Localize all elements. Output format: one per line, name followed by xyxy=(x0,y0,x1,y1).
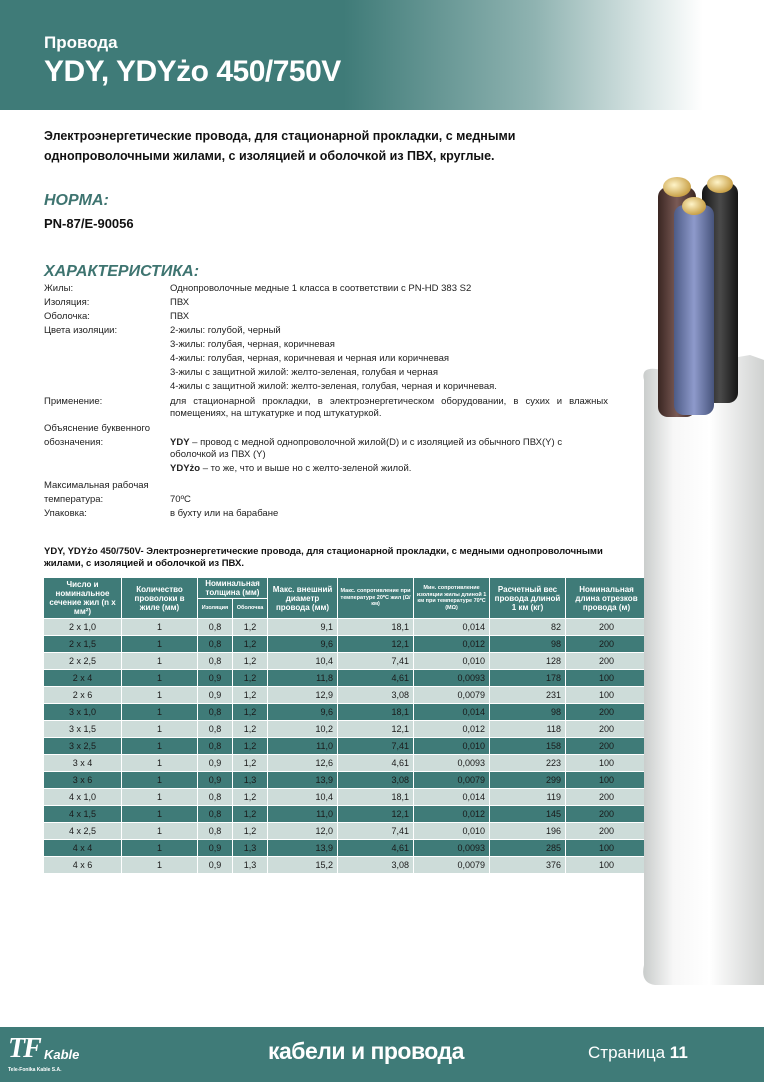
cell-sheath: 1,3 xyxy=(233,840,268,857)
cell-outer-diameter: 12,0 xyxy=(268,823,338,840)
table-row xyxy=(44,670,648,687)
cell-insulation: 0,9 xyxy=(198,840,233,857)
cell-cross-section: 2 x 1,0 xyxy=(44,619,122,636)
cell-insulation: 0,8 xyxy=(198,619,233,636)
cell-wires: 1 xyxy=(122,738,198,755)
cell-insulation: 0,9 xyxy=(198,687,233,704)
cell-insulation-resistance: 0,0093 xyxy=(414,670,490,687)
cell-length: 100 xyxy=(566,670,648,687)
cell-resistance: 12,1 xyxy=(338,806,414,823)
copper-conductor xyxy=(682,197,706,215)
cell-cross-section: 3 x 1,0 xyxy=(44,704,122,721)
cell-wires: 1 xyxy=(122,721,198,738)
cell-resistance: 7,41 xyxy=(338,823,414,840)
col-thickness: Номинальная толщина (мм) xyxy=(198,578,268,599)
page-number-value: 11 xyxy=(669,1043,688,1062)
cell-cross-section: 4 x 2,5 xyxy=(44,823,122,840)
copper-conductor xyxy=(707,175,733,193)
cell-outer-diameter: 10,2 xyxy=(268,721,338,738)
col-wires: Количество проволоки в жиле (мм) xyxy=(122,578,198,619)
cell-cross-section: 4 x 1,5 xyxy=(44,806,122,823)
cell-insulation-resistance: 0,0093 xyxy=(414,755,490,772)
cell-wires: 1 xyxy=(122,619,198,636)
cell-cross-section: 2 x 6 xyxy=(44,687,122,704)
cell-resistance: 7,41 xyxy=(338,653,414,670)
cell-outer-diameter: 10,4 xyxy=(268,653,338,670)
cell-insulation: 0,8 xyxy=(198,653,233,670)
cell-sheath: 1,2 xyxy=(233,823,268,840)
caption-prefix: YDY, YDYżo 450/750V- xyxy=(44,546,144,557)
cell-outer-diameter: 12,6 xyxy=(268,755,338,772)
table-row xyxy=(44,755,648,772)
cell-weight: 158 xyxy=(490,738,566,755)
cell-weight: 119 xyxy=(490,789,566,806)
cell-resistance: 3,08 xyxy=(338,687,414,704)
cell-outer-diameter: 12,9 xyxy=(268,687,338,704)
ydyzo-explanation xyxy=(170,463,608,475)
table-row xyxy=(44,738,648,755)
ydy-explanation xyxy=(170,437,608,461)
cell-resistance: 18,1 xyxy=(338,619,414,636)
cell-weight: 98 xyxy=(490,704,566,721)
page-footer xyxy=(0,1027,764,1082)
cell-insulation-resistance: 0,012 xyxy=(414,721,490,738)
cell-weight: 196 xyxy=(490,823,566,840)
cell-outer-diameter: 13,9 xyxy=(268,772,338,789)
cell-insulation: 0,9 xyxy=(198,857,233,874)
cell-outer-diameter: 9,1 xyxy=(268,619,338,636)
cell-weight: 376 xyxy=(490,857,566,874)
cell-insulation-resistance: 0,0079 xyxy=(414,772,490,789)
blue-core xyxy=(674,205,714,415)
color-option: 3-жилы с защитной жилой: желто-зеленая, голубая и черная xyxy=(170,367,438,378)
color-option: 2-жилы: голубой, черный xyxy=(170,325,281,336)
spec-label: Применение: xyxy=(44,396,103,407)
cell-cross-section: 3 x 1,5 xyxy=(44,721,122,738)
cell-sheath: 1,2 xyxy=(233,670,268,687)
table-row xyxy=(44,721,648,738)
cell-insulation-resistance: 0,010 xyxy=(414,738,490,755)
cell-wires: 1 xyxy=(122,636,198,653)
cell-length: 200 xyxy=(566,619,648,636)
cell-outer-diameter: 11,8 xyxy=(268,670,338,687)
cell-weight: 178 xyxy=(490,670,566,687)
cell-resistance: 12,1 xyxy=(338,721,414,738)
cell-weight: 145 xyxy=(490,806,566,823)
cell-sheath: 1,2 xyxy=(233,704,268,721)
cell-insulation-resistance: 0,014 xyxy=(414,704,490,721)
cell-insulation-resistance: 0,0093 xyxy=(414,840,490,857)
color-option: 4-жилы: голубая, черная, коричневая и черная или коричневая xyxy=(170,353,450,364)
cell-sheath: 1,2 xyxy=(233,687,268,704)
cell-wires: 1 xyxy=(122,670,198,687)
cell-sheath: 1,3 xyxy=(233,772,268,789)
cell-weight: 128 xyxy=(490,653,566,670)
table-row xyxy=(44,772,648,789)
logo-mark: TF xyxy=(8,1033,40,1064)
cell-weight: 299 xyxy=(490,772,566,789)
cell-length: 200 xyxy=(566,704,648,721)
cell-length: 200 xyxy=(566,806,648,823)
specs-table xyxy=(43,577,648,874)
cell-sheath: 1,2 xyxy=(233,636,268,653)
spec-label-line: Объяснение буквенного xyxy=(44,423,151,434)
cell-length: 100 xyxy=(566,755,648,772)
cable-illustration xyxy=(600,165,764,985)
col-length: Номинальная длина отрезков провода (м) xyxy=(566,578,648,619)
cell-resistance: 4,61 xyxy=(338,755,414,772)
cell-resistance: 3,08 xyxy=(338,857,414,874)
cell-cross-section: 3 x 2,5 xyxy=(44,738,122,755)
page-header xyxy=(0,0,764,110)
cell-weight: 285 xyxy=(490,840,566,857)
cell-sheath: 1,2 xyxy=(233,721,268,738)
cell-wires: 1 xyxy=(122,857,198,874)
cell-cross-section: 2 x 1,5 xyxy=(44,636,122,653)
cell-length: 200 xyxy=(566,823,648,840)
cell-resistance: 7,41 xyxy=(338,738,414,755)
colors-list xyxy=(170,325,608,393)
cell-resistance: 12,1 xyxy=(338,636,414,653)
cell-insulation: 0,8 xyxy=(198,806,233,823)
cell-cross-section: 3 x 4 xyxy=(44,755,122,772)
spec-value: в бухту или на барабане xyxy=(170,508,279,519)
table-body xyxy=(44,619,648,874)
table-row xyxy=(44,619,648,636)
cell-sheath: 1,2 xyxy=(233,755,268,772)
cell-insulation-resistance: 0,010 xyxy=(414,653,490,670)
table-caption xyxy=(44,546,634,570)
cell-sheath: 1,2 xyxy=(233,653,268,670)
cell-insulation: 0,8 xyxy=(198,636,233,653)
category-title: Провода xyxy=(44,33,118,52)
spec-label-line: температура: xyxy=(44,494,104,505)
product-title: YDY, YDYżo 450/750V xyxy=(44,55,341,88)
spec-label: Оболочка: xyxy=(44,311,90,322)
cell-cross-section: 3 x 6 xyxy=(44,772,122,789)
cell-length: 200 xyxy=(566,653,648,670)
cell-weight: 98 xyxy=(490,636,566,653)
cell-insulation: 0,9 xyxy=(198,670,233,687)
cell-weight: 82 xyxy=(490,619,566,636)
spec-label-line: Максимальная рабочая xyxy=(44,480,149,491)
cell-length: 100 xyxy=(566,687,648,704)
specs-heading: ХАРАКТЕРИСТИКА: xyxy=(44,263,200,280)
cell-length: 100 xyxy=(566,857,648,874)
spec-label xyxy=(44,423,168,449)
cell-wires: 1 xyxy=(122,789,198,806)
cell-sheath: 1,2 xyxy=(233,806,268,823)
cell-wires: 1 xyxy=(122,823,198,840)
cell-insulation: 0,9 xyxy=(198,772,233,789)
company-logo xyxy=(8,1033,118,1077)
logo-subtitle: Tele-Fonika Kable S.A. xyxy=(8,1067,62,1073)
spec-value xyxy=(170,437,608,475)
ydyzo-term: YDYżo xyxy=(170,463,201,474)
ydy-desc: – провод с медной однопроволочной жилой(D) и с изоляцией из обычного ПВХ(Y) с оболочкой из ПВХ (Y) xyxy=(170,437,563,460)
cell-insulation: 0,9 xyxy=(198,755,233,772)
table-row xyxy=(44,653,648,670)
outer-sheath xyxy=(643,355,764,985)
cell-outer-diameter: 9,6 xyxy=(268,704,338,721)
spec-value: Однопроволочные медные 1 класса в соответствии с PN-HD 383 S2 xyxy=(170,283,472,294)
cell-sheath: 1,3 xyxy=(233,857,268,874)
cell-insulation: 0,8 xyxy=(198,823,233,840)
copper-conductor xyxy=(663,177,691,197)
cell-resistance: 4,61 xyxy=(338,670,414,687)
col-outer-diameter: Макс. внешний диаметр провода (мм) xyxy=(268,578,338,619)
ydy-term: YDY xyxy=(170,437,190,448)
col-insulation-resistance: Мин. сопротивление изоляции жилы длиной 1 км при температуре 70ºC (MΩ) xyxy=(414,578,490,619)
ydyzo-desc: – то же, что и выше но с желто-зеленой жилой. xyxy=(200,463,412,474)
cell-wires: 1 xyxy=(122,806,198,823)
cell-cross-section: 2 x 4 xyxy=(44,670,122,687)
cell-wires: 1 xyxy=(122,755,198,772)
table-row xyxy=(44,857,648,874)
spec-label-line: обозначения: xyxy=(44,437,104,448)
cell-insulation-resistance: 0,0079 xyxy=(414,687,490,704)
cell-insulation-resistance: 0,014 xyxy=(414,619,490,636)
cell-sheath: 1,2 xyxy=(233,738,268,755)
cell-insulation: 0,8 xyxy=(198,721,233,738)
spec-label: Цвета изоляции: xyxy=(44,325,118,336)
cell-length: 200 xyxy=(566,636,648,653)
cell-resistance: 18,1 xyxy=(338,789,414,806)
cell-sheath: 1,2 xyxy=(233,789,268,806)
cell-outer-diameter: 13,9 xyxy=(268,840,338,857)
intro-text: Электроэнергетические провода, для стационарной прокладки, с медными однопроволочными жилами, с изоляцией и оболочкой из ПВХ, круглые. xyxy=(44,129,516,163)
spec-label: Жилы: xyxy=(44,283,74,294)
cell-resistance: 18,1 xyxy=(338,704,414,721)
cell-wires: 1 xyxy=(122,772,198,789)
col-weight: Расчетный вес провода длиной 1 км (кг) xyxy=(490,578,566,619)
cell-sheath: 1,2 xyxy=(233,619,268,636)
cell-wires: 1 xyxy=(122,653,198,670)
spec-label: Изоляция: xyxy=(44,297,90,308)
color-option: 4-жилы с защитной жилой: желто-зеленая, голубая, черная и коричневая. xyxy=(170,381,497,392)
table-row xyxy=(44,806,648,823)
cell-wires: 1 xyxy=(122,687,198,704)
table-row xyxy=(44,789,648,806)
cell-resistance: 3,08 xyxy=(338,772,414,789)
cell-insulation-resistance: 0,014 xyxy=(414,789,490,806)
table-row xyxy=(44,687,648,704)
table-row xyxy=(44,823,648,840)
cell-outer-diameter: 10,4 xyxy=(268,789,338,806)
col-cross-section: Число и номинальное сечение жил (n x мм²) xyxy=(44,578,122,619)
cell-wires: 1 xyxy=(122,704,198,721)
cell-length: 100 xyxy=(566,840,648,857)
cell-insulation-resistance: 0,012 xyxy=(414,636,490,653)
norm-value: PN-87/E-90056 xyxy=(44,216,134,231)
cell-insulation-resistance: 0,0079 xyxy=(414,857,490,874)
cell-outer-diameter: 15,2 xyxy=(268,857,338,874)
spec-value: для стационарной прокладки, в электроэнергетическом оборудовании, в сухих и влажных помещениях, на штукатурке и под штукатуркой. xyxy=(170,396,608,419)
cell-resistance: 4,61 xyxy=(338,840,414,857)
cell-length: 100 xyxy=(566,772,648,789)
color-option: 3-жилы: голубая, черная, коричневая xyxy=(170,339,335,350)
cell-cross-section: 2 x 2,5 xyxy=(44,653,122,670)
cell-insulation-resistance: 0,010 xyxy=(414,823,490,840)
norm-heading: НОРМА: xyxy=(44,192,109,209)
cell-cross-section: 4 x 4 xyxy=(44,840,122,857)
page-label: Страница xyxy=(588,1043,666,1062)
cell-weight: 223 xyxy=(490,755,566,772)
cell-length: 200 xyxy=(566,738,648,755)
cell-outer-diameter: 11,0 xyxy=(268,738,338,755)
col-resistance: Макс. сопротивление при температуре 20ºC жил (Ω/км) xyxy=(338,578,414,619)
cell-insulation-resistance: 0,012 xyxy=(414,806,490,823)
spec-label: Упаковка: xyxy=(44,508,87,519)
spec-label xyxy=(44,480,168,506)
spec-value: 70ºC xyxy=(170,494,191,505)
logo-word: Kable xyxy=(44,1047,80,1062)
cell-outer-diameter: 9,6 xyxy=(268,636,338,653)
table-row xyxy=(44,636,648,653)
table-row xyxy=(44,840,648,857)
cell-length: 200 xyxy=(566,789,648,806)
cell-insulation: 0,8 xyxy=(198,789,233,806)
cell-outer-diameter: 11,0 xyxy=(268,806,338,823)
cell-cross-section: 4 x 1,0 xyxy=(44,789,122,806)
cell-weight: 118 xyxy=(490,721,566,738)
col-insulation: Изоляция xyxy=(198,599,233,619)
col-sheath: Оболочка xyxy=(233,599,268,619)
cell-length: 200 xyxy=(566,721,648,738)
cell-weight: 231 xyxy=(490,687,566,704)
table-row xyxy=(44,704,648,721)
cell-insulation: 0,8 xyxy=(198,738,233,755)
cell-wires: 1 xyxy=(122,840,198,857)
spec-value: ПВХ xyxy=(170,311,190,322)
cell-insulation: 0,8 xyxy=(198,704,233,721)
footer-slogan: кабели и провода xyxy=(268,1038,464,1064)
caption-text: Электроэнергетические провода, для стационарной прокладки, с медными однопроволочными жилами, с изоляцией и оболочкой из ПВХ. xyxy=(44,546,603,569)
cell-cross-section: 4 x 6 xyxy=(44,857,122,874)
page-number xyxy=(588,1043,688,1063)
spec-value: ПВХ xyxy=(170,297,190,308)
